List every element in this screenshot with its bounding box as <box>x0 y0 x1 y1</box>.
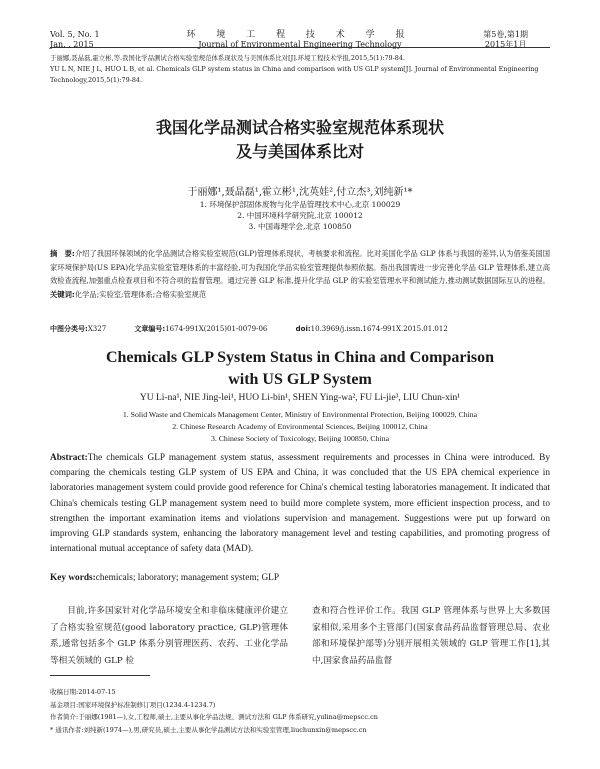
footnote-rule <box>50 675 150 676</box>
affiliations-cn <box>0 199 600 232</box>
article-title-en <box>0 347 600 391</box>
affiliation-cn: 2. 中国环境科学研究院,北京 100012 <box>237 211 363 220</box>
keywords-en-label: Key words: <box>50 573 96 583</box>
doi-value[interactable]: 10.3969/j.issn.1674-991X.2015.01.012 <box>310 325 448 333</box>
journal-name-en: Journal of Environmental Engineering Technology <box>198 40 402 49</box>
keywords-cn <box>50 288 550 302</box>
affiliation-en: 1. Solid Waste and Chemicals Management Center, Ministry of Environmental Protection, Beijing 100029, China <box>122 410 478 419</box>
classification-label: 中图分类号: <box>50 325 88 333</box>
abstract-cn-label: 摘 要: <box>50 249 75 258</box>
article-metadata <box>50 323 560 336</box>
classification-value: X327 <box>87 325 107 333</box>
article-no-label: 文章编号: <box>134 325 166 333</box>
keywords-en <box>50 573 550 583</box>
abstract-en <box>50 451 550 557</box>
footnotes <box>50 686 570 736</box>
keywords-cn-label: 关键词: <box>50 289 75 299</box>
affiliations-en <box>0 409 600 445</box>
footnote-author-bio: 作者简介:于丽娜(1981—),女,工程师,硕士,主要从事化学品法规、测试方法和 GLP 体系研究,yulina@mepscc.cn <box>50 713 378 721</box>
article-title-cn <box>0 116 600 164</box>
abstract-en-label: Abstract: <box>50 453 88 463</box>
volume-number: Vol. 5, No. 1 <box>50 30 100 39</box>
keywords-cn-text: 化学品;实验室;管理体系;合格实验室规范 <box>74 289 207 299</box>
title-en-line-1: Chemicals GLP System Status in China and Comparison <box>105 349 495 366</box>
authors-en: YU Li-na¹, NIE Jing-lei¹, HUO Li-bin¹, SHEN Ying-wa², FU Li-jie³, LIU Chun-xin¹ <box>139 393 461 403</box>
affiliation-cn: 1. 环境保护部固体废物与化学品管理技术中心,北京 100029 <box>199 200 401 209</box>
footnote-corresponding-author: * 通讯作者:刘纯新(1974—),男,研究员,硕士,主要从事化学品测试方法和实验室管理,liuchunxin@mepscc.cn <box>50 725 367 734</box>
abstract-cn-text: 介绍了我国环保领域的化学品测试合格实验室规范(GLP)管理体系现状、考核要求和流程。比对美国化学品 GLP 体系与我国的差异,认为借鉴美国国家环境保护局(US EPA)化学品实验室管理体系的丰富经验,可为我国化学品实验室管理提供参照依据。指出我国需进一步完善化学品 GLP 管理体系,建立高效检查流程,加强重点检查项目和不符合项的监督管理。通过完善 GLP 标准,提升化学品 GLP 的实验室管理水平和测试能力,推动测试数据国际互认的进程。 <box>50 249 550 285</box>
affiliation-en: 3. Chinese Society of Toxicology, Beijing 100850, China <box>210 434 390 443</box>
body-column-right: 查和符合性评价工作。我国 GLP 管理体系与世界上大多数国家相似,采用多个主管部门(国家食品药品监督管理总局、农业部和环境保护部等)分别开展相关领域的 GLP 管理工作[1],其中,国家食品药品监督 <box>312 606 550 666</box>
journal-name-cn: 环 境 工 程 技 术 学 报 <box>186 30 414 40</box>
header-rule <box>50 47 550 48</box>
citation-en: YU L N, NIE J L, HUO L B, et al. Chemicals GLP system status in China and comparison with US GLP system[J]. Journal of Environmental Engineering Technology,2015,5(1):79-84. <box>50 65 539 84</box>
affiliation-cn: 3. 中国毒理学会,北京 100850 <box>248 222 352 231</box>
abstract-en-text: The chemicals GLP management system status, assessment requirements and processes in China were introduced. By comparing the chemicals testing GLP system of US EPA and China, it was concluded that the US EPA chemical experience in laboratories management system could provide good reference for China's chemical testing laboratories management. It indicated that China's chemicals testing GLP management system need to build more complete system, more efficient inspection process, and to strengthen the important examination items and violations supervision and management. Suggestions were put up forward on improving GLP standards system, enhancing the laboratory management level and testing capabilities, and promoting progress of international mutual acceptance of safety data (MAD). <box>50 453 550 555</box>
abstract-cn <box>50 247 550 301</box>
title-cn-line-2: 及与美国体系比对 <box>235 142 364 161</box>
citation-cn: 于丽娜,聂晶磊,霍立彬,等.我国化学品测试合格实验室规范体系现状及与美国体系比对[J].环境工程技术学报,2015,5(1):79-84. <box>50 54 405 62</box>
issue-date-cn: 2015年1月 <box>484 40 527 49</box>
keywords-en-text: chemicals; laboratory; management system; GLP <box>95 573 280 583</box>
authors-cn: 于丽娜¹,聂晶磊¹,霍立彬¹,沈英娃²,付立杰³,刘纯新¹* <box>187 187 413 198</box>
title-cn-line-1: 我国化学品测试合格实验室规范体系现状 <box>155 118 444 137</box>
citation-block <box>50 53 555 86</box>
volume-number-cn: 第5卷,第1期 <box>483 30 528 39</box>
body-column-left: 目前,许多国家针对化学品环境安全和非临床健康评价建立了合格实验室规范(good laboratory practice, GLP)管理体系,通常包括多个 GLP 体系分别管理医药、农药、工业化学品等相关领域的 GLP 检 <box>50 606 288 666</box>
title-en-line-2: with US GLP System <box>228 371 372 388</box>
article-no-value: 1674-991X(2015)01-0079-06 <box>165 325 268 333</box>
footnote-received-date: 收稿日期:2014-07-15 <box>50 688 116 696</box>
affiliation-en: 2. Chinese Research Academy of Environmental Sciences, Beijing 100012, China <box>172 422 428 431</box>
issue-date-en: Jan. , 2015 <box>50 40 94 49</box>
doi-label: doi: <box>295 325 311 333</box>
footnote-funding: 基金项目:国家环境保护标准制修订项目(1234.4-1234.7) <box>50 700 216 709</box>
